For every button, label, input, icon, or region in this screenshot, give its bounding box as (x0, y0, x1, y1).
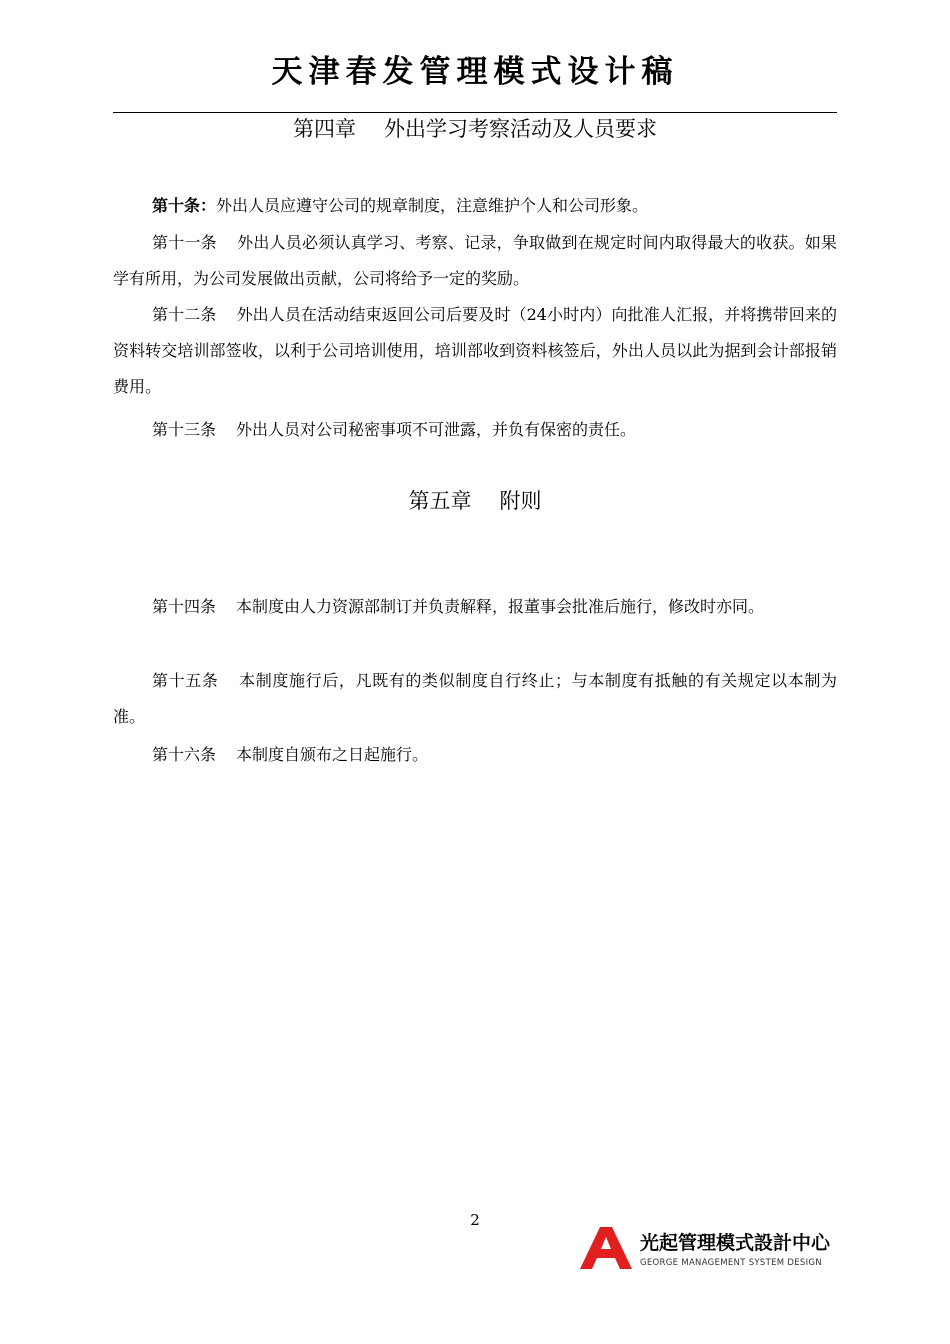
article-11 (113, 225, 837, 297)
article-11-label: 第十一条 (152, 233, 217, 252)
article-10-label: 第十条： (152, 196, 217, 215)
article-13-label: 第十三条 (152, 420, 217, 439)
page-number: 2 (470, 1211, 480, 1229)
logo-english-name: GEORGE MANAGEMENT SYSTEM DESIGN (640, 1258, 822, 1268)
document-title: 天津春发管理模式设计稿 (271, 54, 679, 90)
article-11-text: 外出人员必须认真学习、考察、记录，争取做到在规定时间内取得最大的收获。如果学有所用，为公司发展做出贡献，公司将给予一定的奖励。 (113, 233, 837, 288)
article-13-text: 外出人员对公司秘密事项不可泄露，并负有保密的责任。 (236, 420, 637, 439)
article-12-text: 外出人员在活动结束返回公司后要及时（24小时内）向批准人汇报，并将携带回来的资料转交培训部签收，以利于公司培训使用，培训部收到资料核签后，外出人员以此为据到会计部报销费用。 (113, 305, 837, 396)
article-16-text: 本制度自颁布之日起施行。 (236, 745, 429, 764)
article-10 (113, 188, 837, 224)
article-14-label: 第十四条 (152, 597, 217, 616)
chapter-5-number: 第五章 (408, 489, 472, 513)
article-14 (113, 589, 837, 625)
article-12 (113, 297, 837, 405)
article-12-label: 第十二条 (152, 305, 217, 324)
logo-a-icon (578, 1225, 634, 1271)
article-16 (113, 737, 837, 773)
article-15-label: 第十五条 (152, 671, 219, 690)
logo-chinese-name: 光起管理模式設計中心 (640, 1232, 831, 1254)
chapter-5-title: 附则 (499, 489, 542, 513)
article-15-text: 本制度施行后，凡既有的类似制度自行终止；与本制度有抵触的有关规定以本制为准。 (113, 671, 837, 726)
chapter-4-number: 第四章 (293, 117, 356, 141)
article-15 (113, 663, 837, 735)
chapter-4-heading (0, 114, 950, 144)
header-divider (113, 112, 837, 113)
article-14-text: 本制度由人力资源部制订并负责解释，报董事会批准后施行，修改时亦同。 (236, 597, 765, 616)
article-10-text: 外出人员应遵守公司的规章制度，注意维护个人和公司形象。 (216, 196, 649, 215)
article-13 (113, 412, 837, 448)
chapter-5-heading (0, 486, 950, 516)
chapter-4-title: 外出学习考察活动及人员要求 (384, 117, 657, 141)
company-logo (578, 1225, 840, 1273)
article-16-label: 第十六条 (152, 745, 217, 764)
